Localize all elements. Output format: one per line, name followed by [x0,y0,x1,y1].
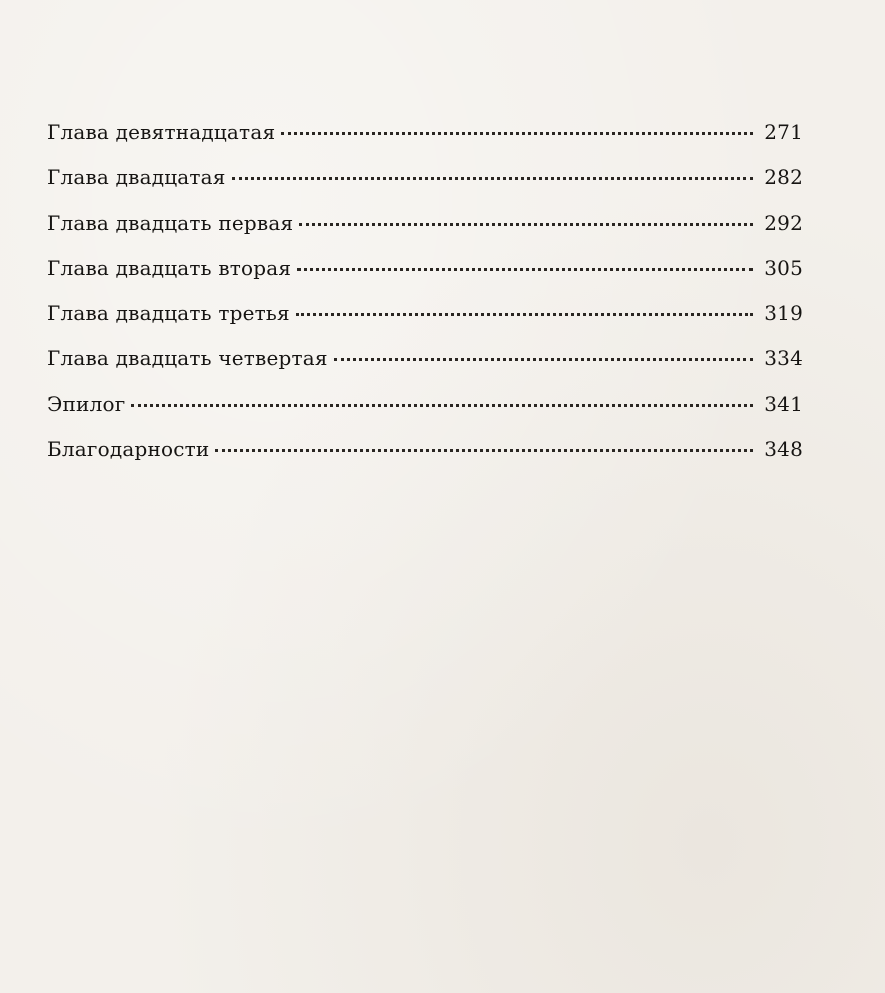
toc-entry-page: 292 [764,210,803,235]
toc-entry-title: Глава двадцатая [47,165,226,190]
dot-leader [297,268,753,271]
dot-leader [232,177,753,180]
dot-leader [334,358,753,361]
toc-entry-title: Благодарности [47,437,210,462]
toc-entry [47,301,803,346]
toc-entry-title: Глава двадцать вторая [47,255,292,280]
dot-leader [281,132,753,135]
toc-entry-title: Глава девятнадцатая [47,120,276,144]
toc-entry-title: Эпилог [47,391,126,416]
dot-leader [131,404,753,407]
toc-entry [47,211,803,256]
toc-entry-page: 348 [764,437,803,462]
toc-entry [47,346,803,391]
toc-entry-page: 319 [764,301,803,326]
dot-leader [299,223,753,226]
toc-entry-page: 282 [764,165,803,190]
toc-entry-page: 334 [764,346,803,371]
toc-entry [47,165,803,210]
toc-entry-page: 341 [764,391,803,416]
toc-entry [47,256,803,301]
toc-entry-title: Глава двадцать первая [47,210,294,235]
toc-entry [47,120,803,165]
dot-leader [296,313,753,316]
toc-entry-page: 305 [764,255,803,280]
dot-leader [215,449,753,452]
toc-entry [47,437,803,482]
table-of-contents [47,120,803,482]
toc-entry [47,392,803,437]
toc-entry-page: 271 [764,120,803,144]
toc-entry-title: Глава двадцать третья [47,301,290,326]
toc-entry-title: Глава двадцать четвертая [47,346,328,371]
